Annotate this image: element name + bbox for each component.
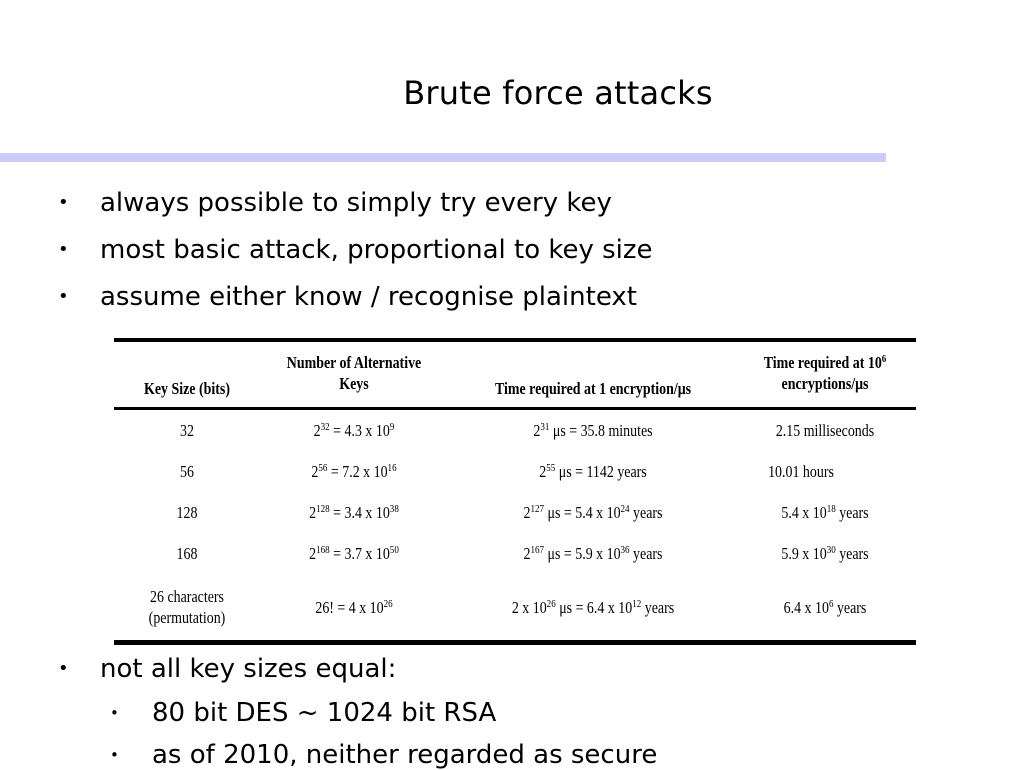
- cell-key-size: 168: [176, 544, 198, 563]
- bullet-text: most basic attack, proportional to key size: [100, 235, 653, 265]
- cell-num-keys: $2^{56} = 7.2$ x $10^{16}$: [311, 462, 397, 481]
- header-text: encryptions/μs: [781, 374, 869, 393]
- bullet-icon: •: [58, 192, 69, 213]
- header-text: Keys: [339, 374, 369, 393]
- cell-num-keys: $2^{32} = 4.3$ x $10^9$: [313, 421, 395, 440]
- table-bottom-rule: [114, 640, 916, 645]
- header-number-of-keys: [277, 352, 431, 394]
- cell-num-keys: 26! = 4 x $10^{26}$: [315, 598, 393, 617]
- table-header-rule: [114, 407, 916, 410]
- bullet-text: assume either know / recognise plaintext: [100, 282, 637, 312]
- header-text: Number of Alternative: [286, 353, 422, 372]
- slide-title: Brute force attacks: [403, 74, 713, 112]
- cell-key-size: 26 characters (permutation): [148, 587, 226, 627]
- bullet-icon: •: [110, 746, 119, 764]
- cell-time-million: 2.15 milliseconds: [775, 421, 875, 440]
- cell-time-one: 2 x $10^{26}$ μs = 6.4 x $10^{12}$ years: [511, 598, 675, 617]
- header-time-million-encryptions: [737, 352, 912, 394]
- header-exponent: 6: [881, 353, 887, 365]
- cell-key-size: 32: [180, 421, 194, 440]
- cell-time-million: 10.01 hours: [768, 462, 834, 481]
- header-key-size: Key Size (bits): [144, 379, 230, 398]
- bullet-text: always possible to simply try every key: [100, 188, 612, 218]
- key-size-table: [114, 338, 916, 648]
- cell-key-size: 56: [180, 462, 194, 481]
- bullet-text: 80 bit DES ~ 1024 bit RSA: [152, 698, 497, 728]
- cell-time-one: $2^{127}$ μs = 5.4 x $10^{24}$ years: [523, 503, 663, 522]
- bullet-icon: •: [110, 704, 119, 722]
- header-text: Time required at 10: [763, 353, 882, 372]
- cell-time-million: 5.9 x $10^{30}$ years: [781, 544, 869, 563]
- cell-num-keys: $2^{128} = 3.4$ x $10^{38}$: [309, 503, 399, 522]
- bullet-text: as of 2010, neither regarded as secure: [152, 740, 658, 770]
- header-time-one-encryption: Time required at 1 encryption/μs: [494, 379, 692, 398]
- cell-num-keys: $2^{168} = 3.7$ x $10^{50}$: [309, 544, 399, 563]
- table-top-rule: [114, 338, 916, 342]
- bullet-icon: •: [58, 658, 69, 679]
- bullet-text: not all key sizes equal:: [100, 654, 397, 684]
- cell-time-one: $2^{31}$ μs = 35.8 minutes: [533, 421, 653, 440]
- cell-time-million: 5.4 x $10^{18}$ years: [781, 503, 869, 522]
- bullet-icon: •: [58, 239, 69, 260]
- cell-time-million: 6.4 x $10^6$ years: [783, 598, 867, 617]
- bullet-icon: •: [58, 286, 69, 307]
- cell-time-one: $2^{167}$ μs = 5.9 x $10^{36}$ years: [523, 544, 663, 563]
- title-divider: [0, 153, 886, 162]
- cell-time-one: $2^{55}$ μs = 1142 years: [539, 462, 647, 481]
- cell-key-size: 128: [176, 503, 198, 522]
